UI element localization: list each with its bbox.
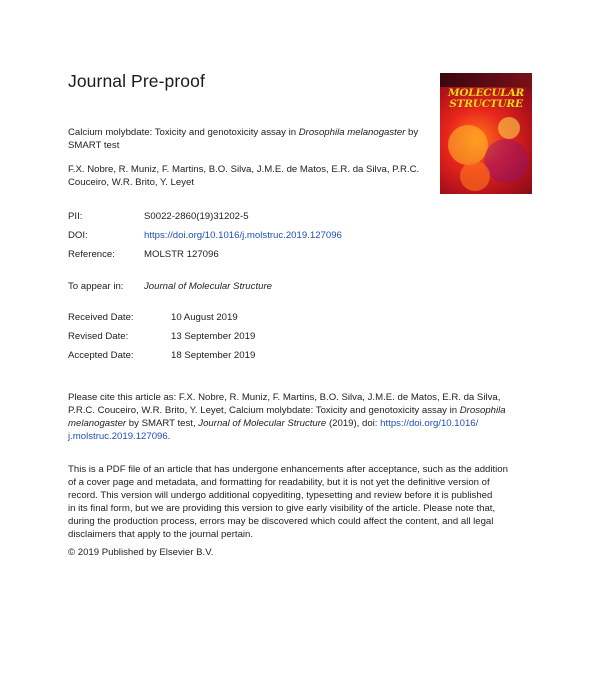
doi-label: DOI:	[68, 230, 88, 241]
cover-art-shape	[460, 161, 490, 191]
appear-in-journal-name: Journal of Molecular Structure	[144, 281, 272, 292]
citation-journal: Journal of Molecular Structure	[198, 418, 327, 429]
citation-doi-link[interactable]: j.molstruc.2019.127096	[68, 431, 168, 442]
article-title-species: Drosophila melanogaster	[298, 127, 406, 138]
reference-value: MOLSTR 127096	[144, 249, 219, 260]
cover-journal-name-line2: STRUCTURE	[449, 98, 523, 110]
author-line: Couceiro, W.R. Brito, Y. Leyet	[68, 177, 195, 188]
citation-line	[68, 404, 534, 417]
pii-label: PII:	[68, 211, 83, 222]
citation-species: Drosophila	[459, 405, 506, 416]
disclaimer-paragraph	[68, 463, 534, 541]
disclaimer-line: during the production process, errors may be discovered which could affect the content, and all legal	[68, 516, 494, 527]
pii-value: S0022-2860(19)31202-5	[144, 211, 249, 222]
journal-cover-image	[440, 73, 532, 194]
reference-label: Reference:	[68, 249, 115, 260]
citation-text: .	[167, 431, 171, 442]
accepted-date-label: Accepted Date:	[68, 350, 134, 361]
article-title-text-end: by SMART test	[68, 127, 419, 151]
author-list	[68, 163, 440, 189]
disclaimer-line: disclaimers that apply to the journal pertain.	[68, 529, 254, 540]
disclaimer-line: record. This version will undergo additional copyediting, typesetting and review before it is published	[68, 490, 493, 501]
appear-in-journal	[144, 280, 272, 293]
cover-art-shape	[448, 125, 488, 165]
cover-art-shape	[484, 139, 528, 183]
appear-in-label: To appear in:	[68, 281, 124, 292]
citation-line: Please cite this article as: F.X. Nobre, R. Muniz, F. Martins, B.O. Silva, J.M.E. de Matos, E.R. da Silva,	[68, 392, 501, 403]
article-title	[68, 126, 440, 152]
cover-journal-name-line1: MOLECULAR	[447, 87, 525, 99]
received-date-label: Received Date:	[68, 312, 134, 323]
citation-line	[68, 430, 534, 443]
citation-text: (2019), doi:	[326, 418, 381, 429]
accepted-date-value: 18 September 2019	[171, 350, 256, 361]
cover-art-shape	[498, 117, 520, 139]
article-title-text: Calcium molybdate: Toxicity and genotoxicity assay in	[68, 127, 299, 138]
author-line: F.X. Nobre, R. Muniz, F. Martins, B.O. Silva, J.M.E. de Matos, E.R. da Silva, P.R.C.	[68, 164, 420, 175]
citation-species: melanogaster	[68, 418, 127, 429]
doi-link[interactable]: https://doi.org/10.1016/j.molstruc.2019.127096	[144, 230, 342, 241]
copyright-notice: © 2019 Published by Elsevier B.V.	[68, 547, 214, 558]
citation-paragraph	[68, 391, 534, 443]
revised-date-label: Revised Date:	[68, 331, 129, 342]
cover-top-band	[440, 73, 532, 87]
disclaimer-line: of a cover page and metadata, and formatting for readability, but it is not yet the definitive version of	[68, 477, 490, 488]
cover-journal-name	[442, 88, 530, 110]
citation-doi-link[interactable]: https://doi.org/10.1016/	[380, 418, 479, 429]
revised-date-value: 13 September 2019	[171, 331, 256, 342]
disclaimer-line: in its final form, but we are providing this version to give early visibility of the article. Please note that,	[68, 503, 496, 514]
disclaimer-line: This is a PDF file of an article that has undergone enhancements after acceptance, such as the addition	[68, 464, 508, 475]
received-date-value: 10 August 2019	[171, 312, 238, 323]
citation-line	[68, 417, 534, 430]
citation-text: by SMART test,	[126, 418, 199, 429]
citation-text: P.R.C. Couceiro, W.R. Brito, Y. Leyet, Calcium molybdate: Toxicity and genotoxicity assay in	[68, 405, 460, 416]
page-title: Journal Pre-proof	[68, 71, 205, 91]
